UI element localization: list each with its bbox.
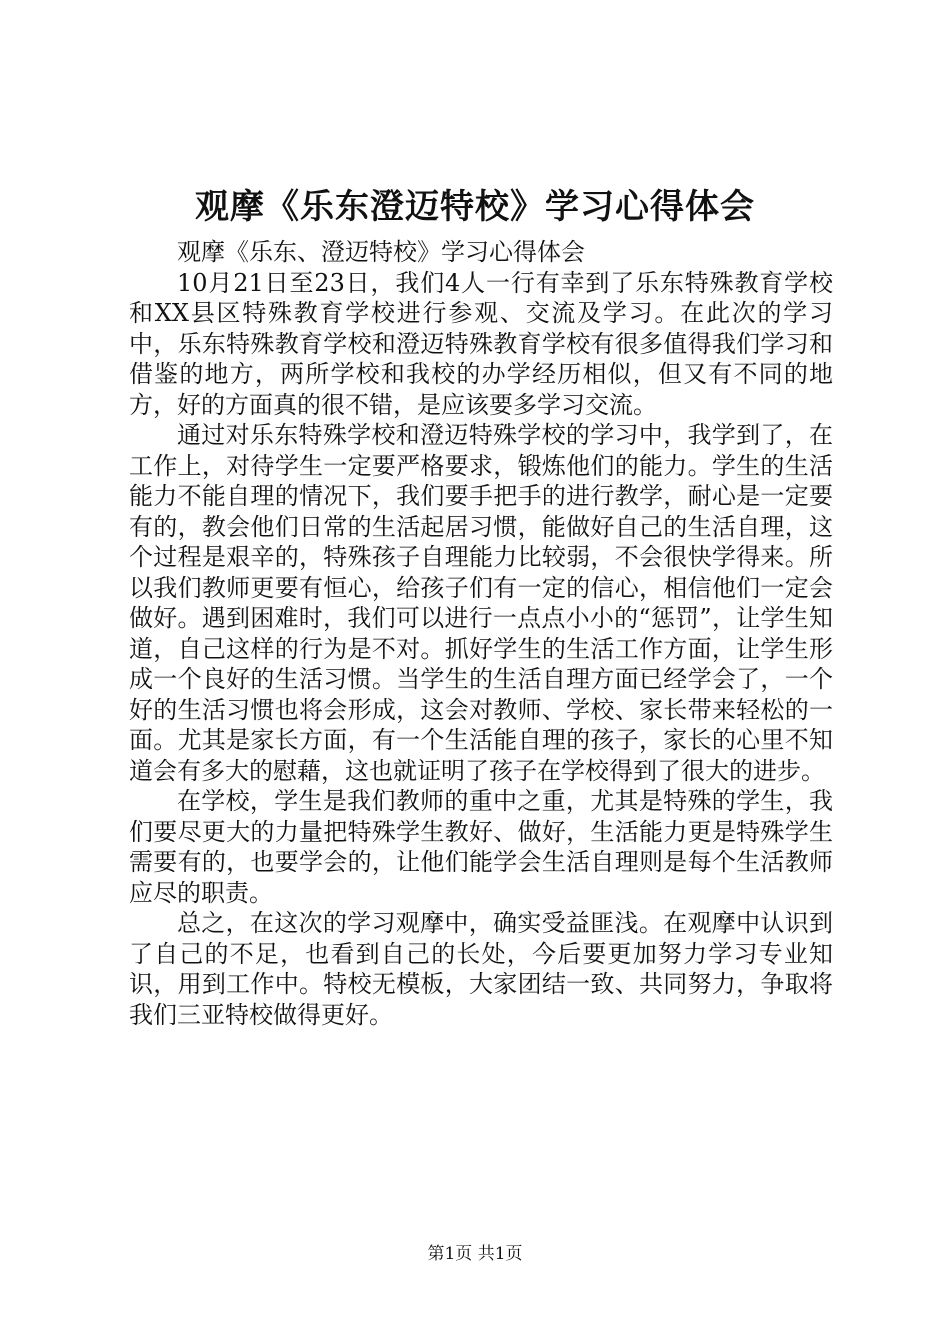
paragraph-subtitle: 观摩《乐东、澄迈特校》学习心得体会 xyxy=(177,238,585,266)
paragraph-2: 通过对乐东特殊学校和澄迈特殊学校的学习中，我学到了，在工作上，对待学生一定要严格要求，锻炼他们的能力。学生的生活能力不能自理的情况下，我们要手把手的进行教学，耐心是一定要有的，教会他们日常的生活起居习惯，能做好自己的生活自理，这个过程是艰辛的，特殊孩子自理能力比较弱，不会很快学得来。所以我们教师更要有恒心，给孩子们有一定的信心，相信他们一定会做好。遇到困难时，我们可以进行一点点小小的“惩罚”，让学生知道，自己这样的行为是不对。抓好学生的生活工作方面，让学生形成一个良好的生活习惯。当学生的生活自理方面已经学会了，一个好的生活习惯也将会形成，这会对教师、学校、家长带来轻松的一面。尤其是家长方面，有一个生活能自理的孩子，家长的心里不知道会有多大的慰藉，这也就证明了孩子在学校得到了很大的进步。 xyxy=(129,421,833,785)
document-title: 观摩《乐东澄迈特校》学习心得体会 xyxy=(195,187,755,227)
paragraph-3: 在学校，学生是我们教师的重中之重，尤其是特殊的学生，我们要尽更大的力量把特殊学生教好、做好，生活能力更是特殊学生需要有的，也要学会的，让他们能学会生活自理则是每个生活教师应尽的职责。 xyxy=(129,787,833,907)
document-body xyxy=(129,237,833,1030)
paragraph-4: 总之，在这次的学习观摩中，确实受益匪浅。在观摩中认识到了自己的不足，也看到自己的长处，今后要更加努力学习专业知识，用到工作中。特校无模板，大家团结一致、共同努力，争取将我们三亚特校做得更好。 xyxy=(129,909,833,1029)
paragraph-1: 10月21日至23日，我们4人一行有幸到了乐东特殊教育学校和XX县区特殊教育学校进行参观、交流及学习。在此次的学习中，乐东特殊教育学校和澄迈特殊教育学校有很多值得我们学习和借鉴的地方，两所学校和我校的办学经历相似，但又有不同的地方，好的方面真的很不错，是应该要多学习交流。 xyxy=(129,268,833,419)
page-number-footer: 第1页 共1页 xyxy=(427,1244,523,1264)
